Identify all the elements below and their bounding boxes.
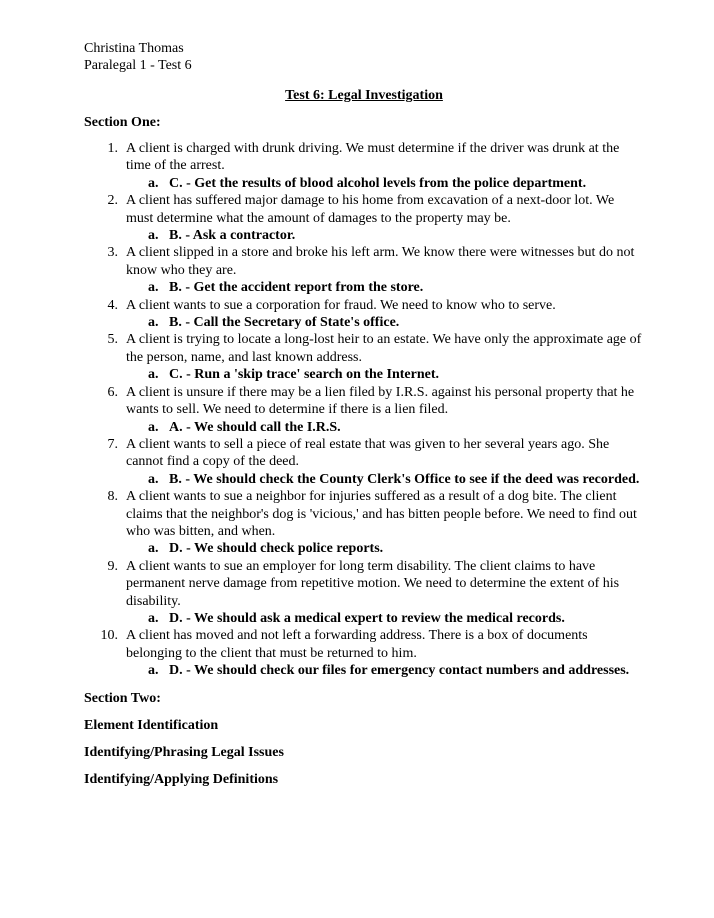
answer-marker: a. — [148, 280, 159, 296]
question-text: A client has moved and not left a forwarding address. There is a box of documents belonging to the client that must be returned to him. — [126, 628, 588, 661]
document-title: Test 6: Legal Investigation — [285, 88, 443, 103]
question-item — [84, 331, 644, 383]
answer-marker: a. — [148, 315, 159, 331]
answer-text: D. - We should check our files for emergency contact numbers and addresses. — [169, 663, 630, 679]
question-item — [84, 384, 644, 436]
answer-marker: a. — [148, 367, 159, 383]
subheading-element-identification: Element Identification — [84, 717, 219, 733]
question-text: A client is charged with drunk driving. We must determine if the driver was drunk at the time of the arrest. — [126, 141, 620, 174]
answer-marker: a. — [148, 471, 159, 487]
question-number: 2. — [107, 193, 118, 209]
question-number: 6. — [107, 384, 118, 400]
answer-marker: a. — [148, 610, 159, 626]
answer-text: B. - Call the Secretary of State's office. — [169, 315, 400, 331]
question-number: 1. — [107, 141, 118, 156]
question-text: A client has suffered major damage to his home from excavation of a next-door lot. We must determine what the amount of damages to the property may be. — [126, 193, 615, 226]
subheading-legal-issues: Identifying/Phrasing Legal Issues — [84, 744, 284, 760]
subheading-definitions: Identifying/Applying Definitions — [84, 771, 279, 787]
question-text: A client wants to sell a piece of real estate that was given to her several years ago. She cannot find a copy of the deed. — [126, 436, 610, 470]
answer-marker: a. — [148, 175, 159, 191]
question-number: 4. — [107, 297, 118, 313]
question-item — [84, 436, 644, 488]
question-text: A client is unsure if there may be a lien filed by I.R.S. against his personal property that he wants to sell. We need to determine if there is a lien filed. — [126, 384, 635, 418]
answer-text: D. - We should check police reports. — [169, 541, 384, 557]
question-item — [84, 558, 644, 628]
section-one-heading: Section One: — [84, 115, 161, 130]
question-item — [84, 627, 644, 679]
author-name: Christina Thomas — [84, 41, 184, 56]
answer-marker: a. — [148, 663, 159, 679]
answer-text: C. - Run a 'skip trace' search on the Internet. — [169, 367, 440, 383]
answer-text: B. - Ask a contractor. — [169, 228, 296, 244]
section-two-heading: Section Two: — [84, 690, 161, 706]
question-item — [84, 488, 644, 558]
answer-text: A. - We should call the I.R.S. — [169, 419, 341, 435]
course-line: Paralegal 1 - Test 6 — [84, 58, 192, 73]
answer-text: B. - We should check the County Clerk's Office to see if the deed was recorded. — [169, 471, 640, 487]
answer-marker: a. — [148, 419, 159, 435]
question-number: 8. — [107, 489, 118, 505]
question-text: A client wants to sue a neighbor for injuries suffered as a result of a dog bite. The client claims that the neighbor's dog is 'vicious,' and has bitten people before. We need to find out who was bitten, and when. — [126, 489, 637, 539]
answer-text: C. - Get the results of blood alcohol levels from the police department. — [169, 175, 587, 191]
document-page — [84, 40, 644, 788]
answer-marker: a. — [148, 228, 159, 244]
answer-text: B. - Get the accident report from the store. — [169, 280, 424, 296]
question-text: A client slipped in a store and broke his left arm. We know there were witnesses but do not know who they are. — [126, 245, 635, 278]
question-item — [84, 297, 644, 332]
question-text: A client is trying to locate a long-lost heir to an estate. We have only the approximate age of the person, name, and last known address. — [126, 332, 642, 365]
question-number: 10. — [100, 628, 118, 644]
question-item — [84, 244, 644, 296]
question-number: 7. — [107, 436, 118, 452]
question-number: 5. — [107, 332, 118, 348]
question-item — [84, 140, 644, 192]
answer-text: D. - We should ask a medical expert to review the medical records. — [169, 610, 565, 626]
question-text: A client wants to sue an employer for long term disability. The client claims to have permanent nerve damage from repetitive motion. We need to determine the extent of his disability. — [126, 558, 620, 609]
question-text: A client wants to sue a corporation for fraud. We need to know who to serve. — [126, 297, 556, 313]
question-item — [84, 192, 644, 244]
answer-marker: a. — [148, 541, 159, 557]
question-list — [84, 140, 644, 680]
question-number: 9. — [107, 558, 118, 574]
question-number: 3. — [107, 245, 118, 261]
